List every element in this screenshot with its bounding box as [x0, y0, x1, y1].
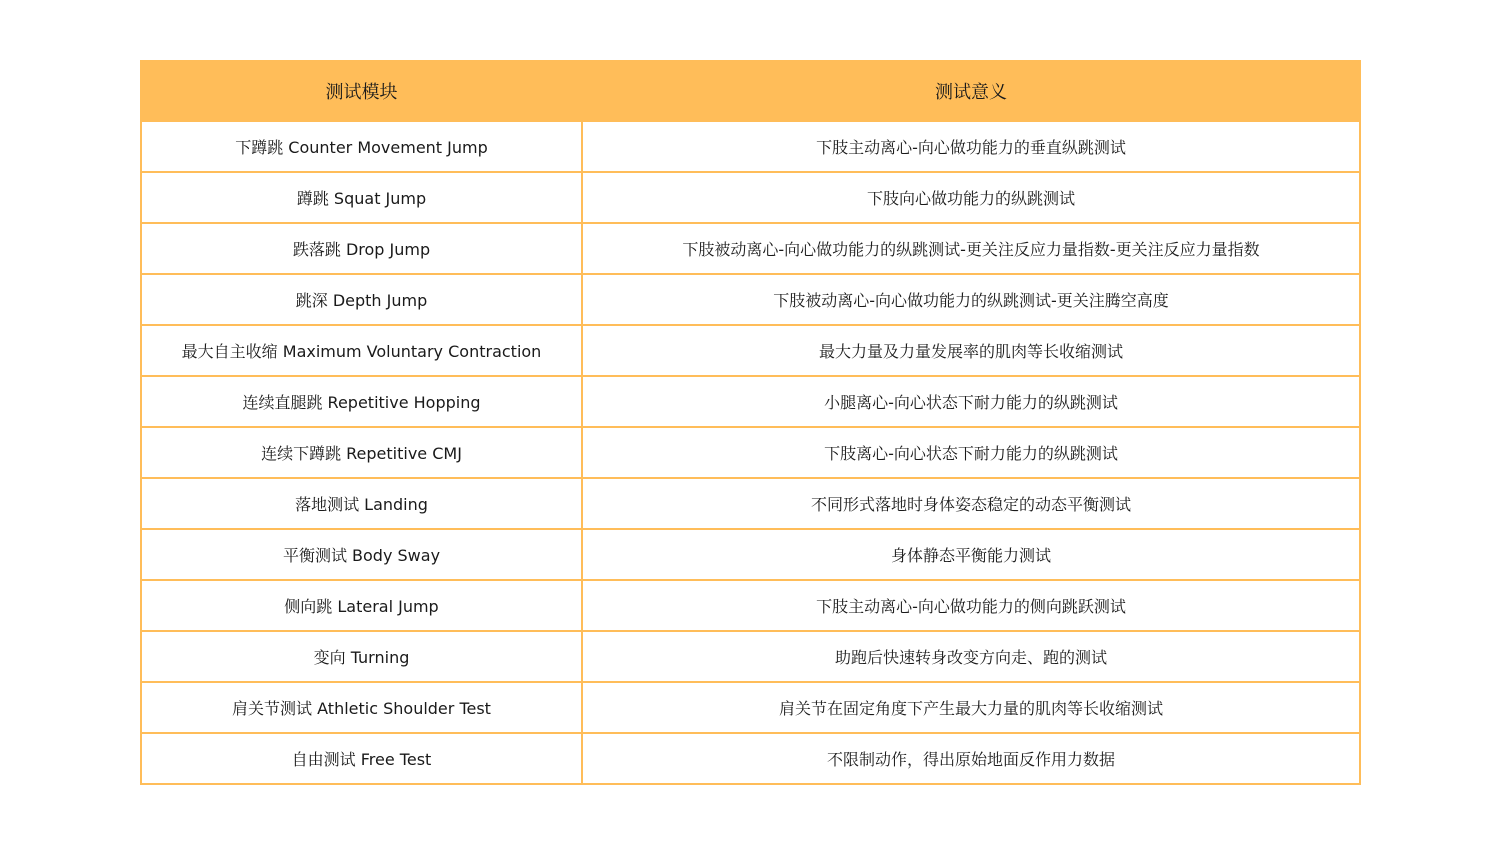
meaning-cell: 下肢向心做功能力的纵跳测试 [582, 172, 1360, 223]
table-row [141, 325, 1360, 376]
table-row [141, 478, 1360, 529]
table-row [141, 376, 1360, 427]
table-row [141, 172, 1360, 223]
table-row [141, 529, 1360, 580]
module-cell: 自由测试 Free Test [141, 733, 582, 784]
module-cell: 跌落跳 Drop Jump [141, 223, 582, 274]
meaning-cell: 下肢主动离心-向心做功能力的侧向跳跃测试 [582, 580, 1360, 631]
module-cell: 平衡测试 Body Sway [141, 529, 582, 580]
table-row [141, 121, 1360, 172]
meaning-cell: 最大力量及力量发展率的肌肉等长收缩测试 [582, 325, 1360, 376]
table-row [141, 223, 1360, 274]
table-row [141, 274, 1360, 325]
module-cell: 肩关节测试 Athletic Shoulder Test [141, 682, 582, 733]
module-cell: 变向 Turning [141, 631, 582, 682]
table-row [141, 733, 1360, 784]
test-modules-table [140, 60, 1361, 785]
header-test-meaning: 测试意义 [582, 61, 1360, 121]
table-row [141, 427, 1360, 478]
meaning-cell: 身体静态平衡能力测试 [582, 529, 1360, 580]
table-body [141, 121, 1360, 784]
header-row [141, 61, 1360, 121]
header-test-module: 测试模块 [141, 61, 582, 121]
module-cell: 落地测试 Landing [141, 478, 582, 529]
module-cell: 侧向跳 Lateral Jump [141, 580, 582, 631]
meaning-cell: 下肢被动离心-向心做功能力的纵跳测试-更关注腾空高度 [582, 274, 1360, 325]
meaning-cell: 小腿离心-向心状态下耐力能力的纵跳测试 [582, 376, 1360, 427]
module-cell: 连续下蹲跳 Repetitive CMJ [141, 427, 582, 478]
table-row [141, 682, 1360, 733]
table-row [141, 580, 1360, 631]
meaning-cell: 不同形式落地时身体姿态稳定的动态平衡测试 [582, 478, 1360, 529]
meaning-cell: 下肢被动离心-向心做功能力的纵跳测试-更关注反应力量指数-更关注反应力量指数 [582, 223, 1360, 274]
module-cell: 最大自主收缩 Maximum Voluntary Contraction [141, 325, 582, 376]
module-cell: 连续直腿跳 Repetitive Hopping [141, 376, 582, 427]
module-cell: 跳深 Depth Jump [141, 274, 582, 325]
module-cell: 下蹲跳 Counter Movement Jump [141, 121, 582, 172]
meaning-cell: 助跑后快速转身改变方向走、跑的测试 [582, 631, 1360, 682]
meaning-cell: 肩关节在固定角度下产生最大力量的肌肉等长收缩测试 [582, 682, 1360, 733]
module-cell: 蹲跳 Squat Jump [141, 172, 582, 223]
meaning-cell: 下肢主动离心-向心做功能力的垂直纵跳测试 [582, 121, 1360, 172]
table-row [141, 631, 1360, 682]
meaning-cell: 不限制动作，得出原始地面反作用力数据 [582, 733, 1360, 784]
meaning-cell: 下肢离心-向心状态下耐力能力的纵跳测试 [582, 427, 1360, 478]
table-header [141, 61, 1360, 121]
